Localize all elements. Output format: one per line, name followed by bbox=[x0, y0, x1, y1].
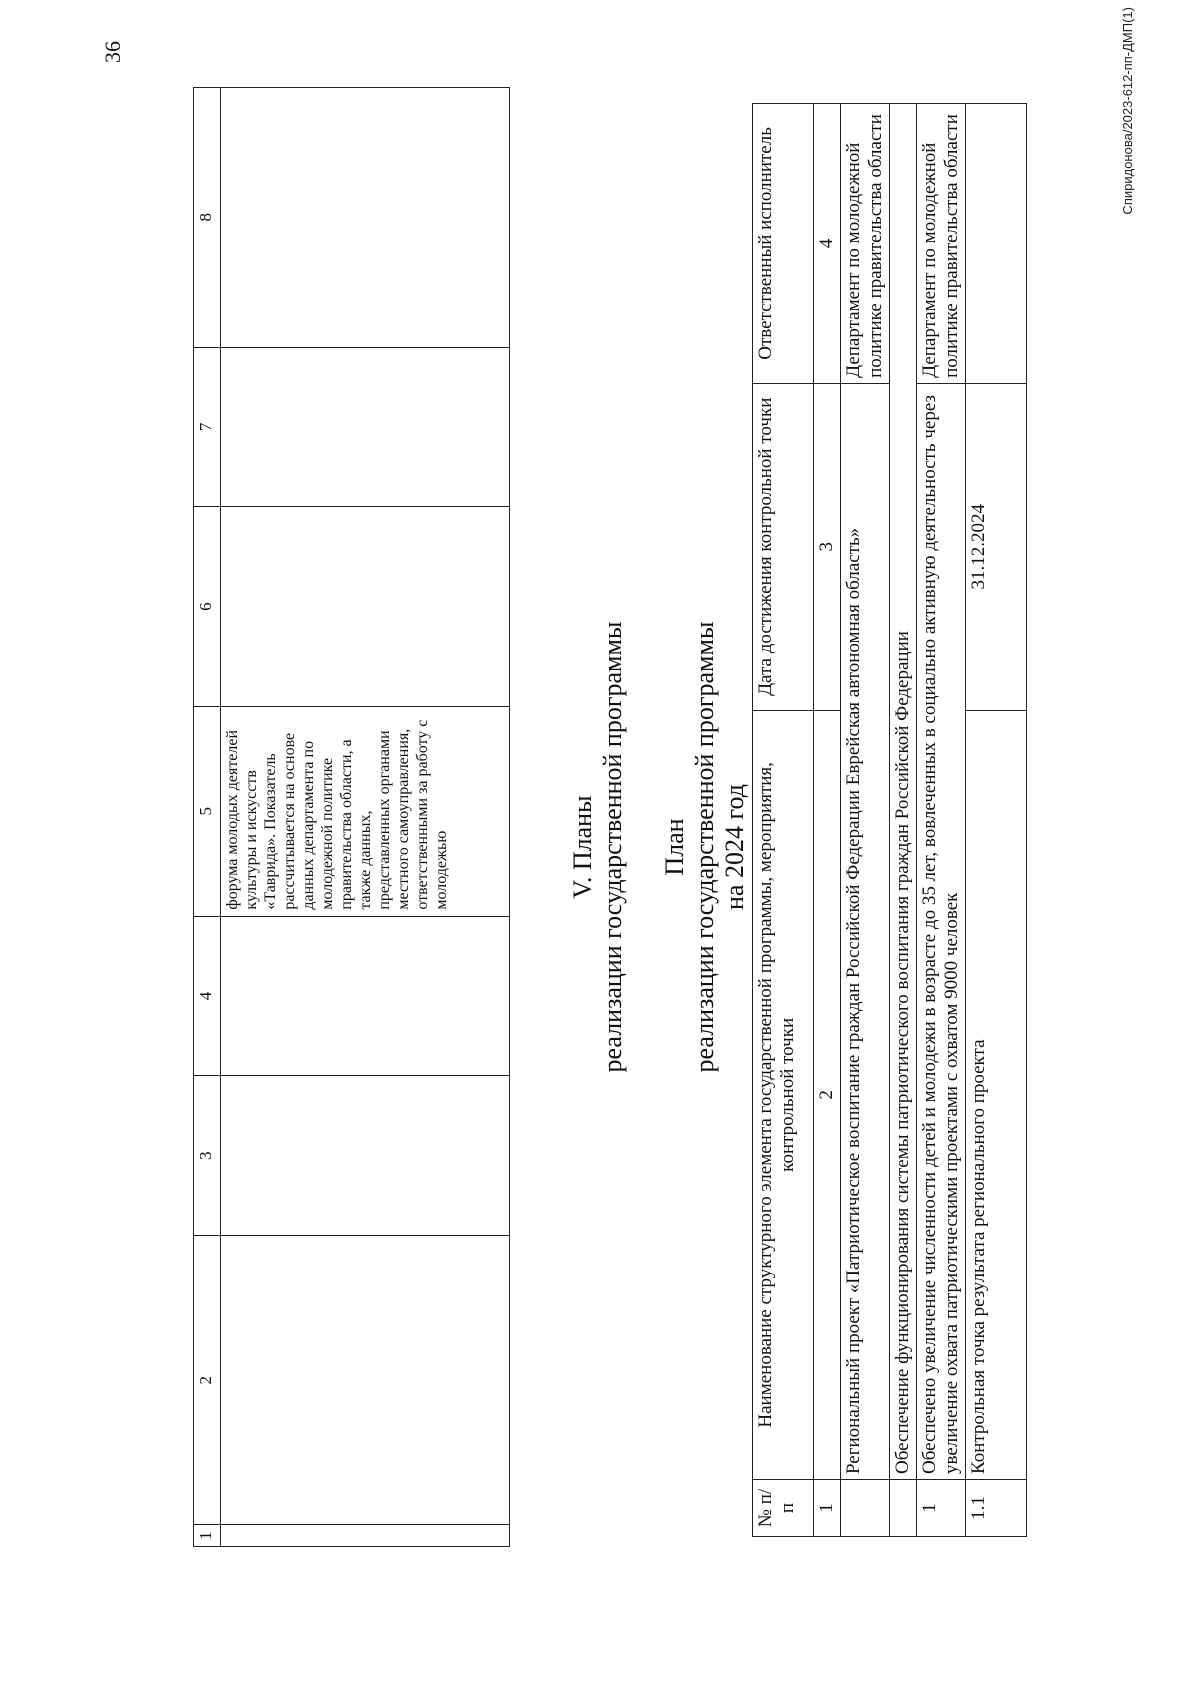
table-cell bbox=[221, 1236, 510, 1525]
row-text: Контрольная точка результата регионального проекта bbox=[966, 710, 1027, 1479]
col-header-5: 5 bbox=[194, 706, 221, 916]
col-header-1: 1 bbox=[194, 1525, 221, 1547]
table-cell bbox=[841, 1480, 890, 1537]
col-number-4: 4 bbox=[814, 104, 841, 384]
col-number-3: 3 bbox=[814, 383, 841, 710]
row-executor: Департамент по молодежной политике правительства области bbox=[917, 104, 966, 384]
table-row bbox=[221, 88, 510, 1547]
plan-title: План bbox=[660, 818, 689, 876]
table-cell bbox=[221, 1076, 510, 1236]
plan-year: на 2024 год bbox=[720, 784, 749, 910]
row-executor bbox=[966, 104, 1027, 384]
section-subtitle: реализации государственной программы bbox=[598, 621, 627, 1073]
table-cell bbox=[890, 1480, 917, 1537]
row-date: 31.12.2024 bbox=[966, 383, 1027, 710]
row-text: Обеспечено увеличение численности детей и молодежи в возрасте до 35 лет, вовлеченных в социально активную деятельность через увеличение охвата патриотическими проектами с охватом 9000 человек bbox=[917, 383, 966, 1479]
task-row bbox=[890, 104, 917, 1537]
page-number: 36 bbox=[100, 41, 125, 63]
task-name: Обеспечение функционирования системы патриотического воспитания граждан Российской Федерации bbox=[890, 104, 917, 1480]
document-code: Спиридонова/2023-612-пп-ДМП(1) bbox=[1120, 7, 1135, 215]
col-header-6: 6 bbox=[194, 507, 221, 707]
header-date: Дата достижения контрольной точки bbox=[753, 383, 814, 710]
col-number-2: 2 bbox=[814, 710, 841, 1479]
header-name: Наименование структурного элемента государственной программы, мероприятия, контрольной точки bbox=[753, 710, 814, 1479]
col-number-1: 1 bbox=[814, 1480, 841, 1537]
header-executor: Ответственный исполнитель bbox=[753, 104, 814, 384]
table-cell bbox=[221, 88, 510, 348]
section-title: V. Планы bbox=[568, 795, 597, 899]
col-header-8: 8 bbox=[194, 88, 221, 348]
table-header-row bbox=[753, 104, 814, 1537]
table-header-row bbox=[194, 88, 221, 1547]
table-cell bbox=[221, 1525, 510, 1547]
continued-table bbox=[193, 87, 510, 1547]
plan-table bbox=[752, 103, 1027, 1537]
project-row bbox=[841, 104, 890, 1537]
table-cell bbox=[221, 507, 510, 707]
plan-heading bbox=[660, 497, 750, 1197]
project-name: Региональный проект «Патриотическое воспитание граждан Российской Федерации Еврейская автономная область» bbox=[841, 383, 890, 1479]
table-cell bbox=[221, 347, 510, 507]
table-cell bbox=[221, 916, 510, 1076]
section-heading bbox=[568, 497, 628, 1197]
header-num: № п/п bbox=[753, 1480, 814, 1537]
column-number-row bbox=[814, 104, 841, 1537]
indicator-description-cell: форума молодых деятелей культуры и искусств «Таврида». Показатель рассчитывается на основе данных департамента по молодежной политике правительства области, а также данных, представленных органами местного самоуправления, ответственными за работу с молодежью bbox=[221, 706, 510, 916]
row-num: 1 bbox=[917, 1480, 966, 1537]
plan-subtitle: реализации государственной программы bbox=[690, 621, 719, 1073]
project-executor: Департамент по молодежной политике правительства области bbox=[841, 104, 890, 384]
col-header-4: 4 bbox=[194, 916, 221, 1076]
table-row bbox=[966, 104, 1027, 1537]
col-header-7: 7 bbox=[194, 347, 221, 507]
table-row bbox=[917, 104, 966, 1537]
col-header-3: 3 bbox=[194, 1076, 221, 1236]
row-num: 1.1 bbox=[966, 1480, 1027, 1537]
col-header-2: 2 bbox=[194, 1236, 221, 1525]
